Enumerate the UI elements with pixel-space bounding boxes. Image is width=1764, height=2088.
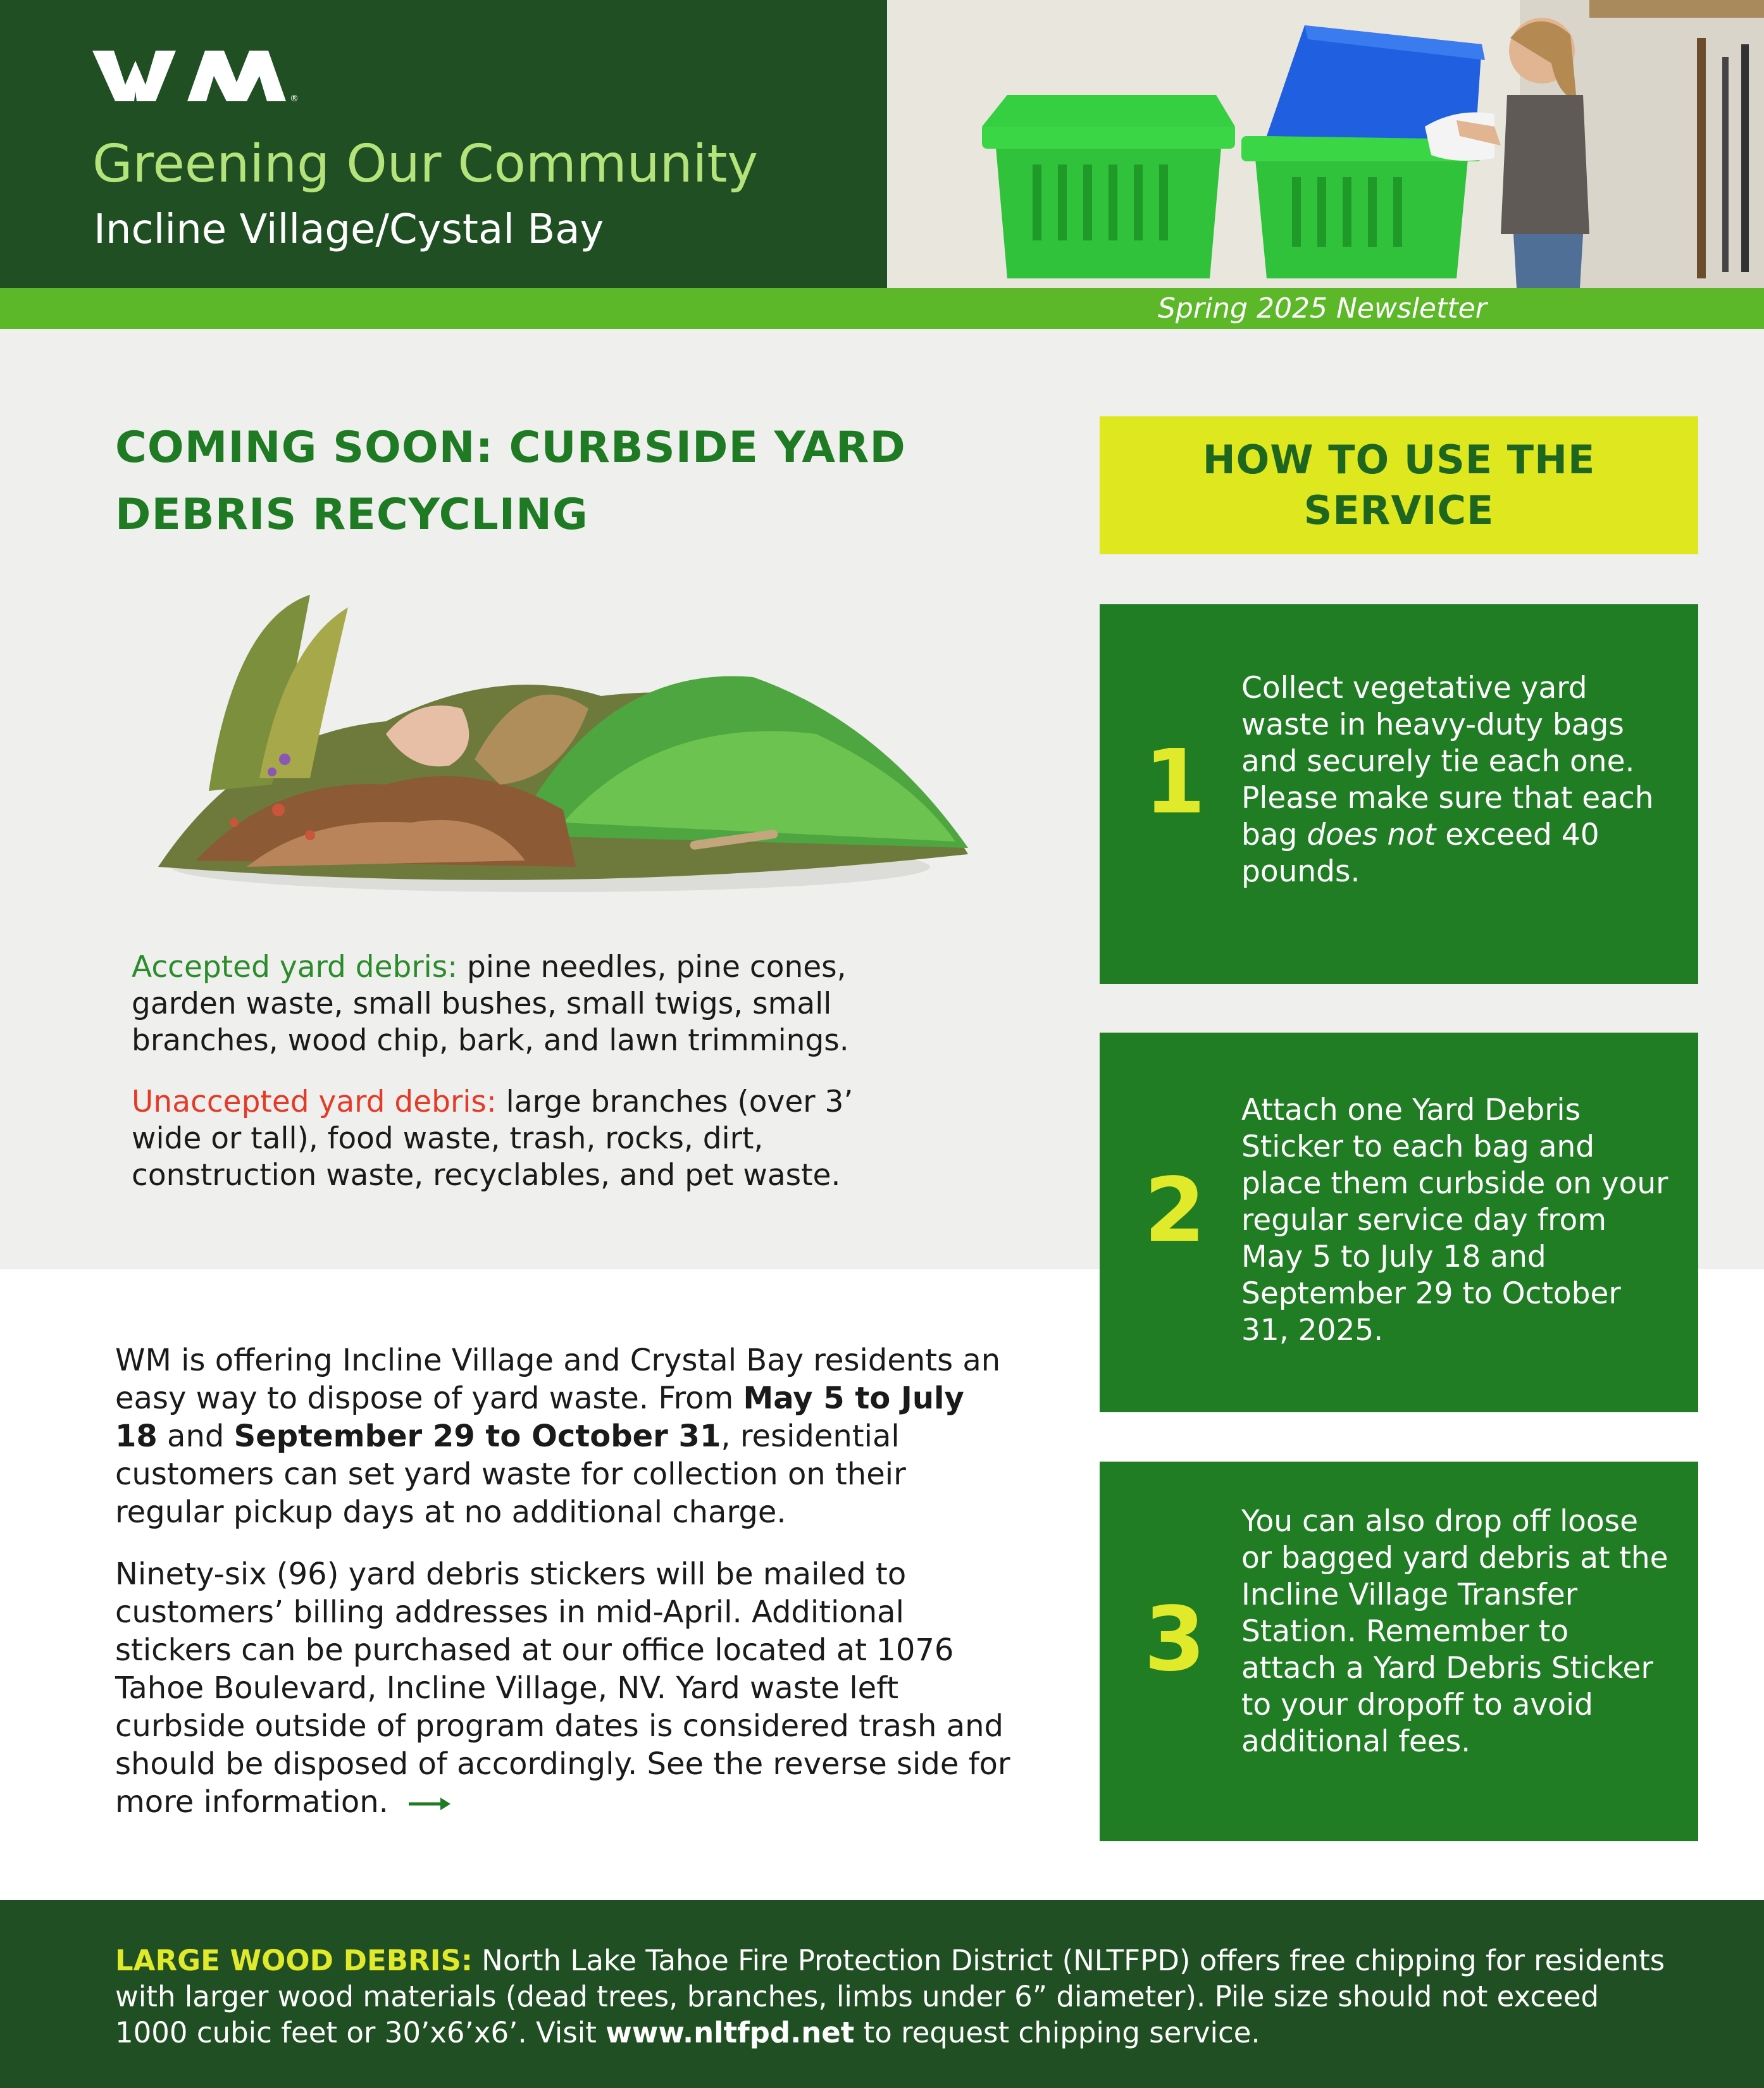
unaccepted-label: Unaccepted yard debris:	[132, 1084, 497, 1119]
intro-text-3: , residential customers can set yard waste for collection on their regular pickup days at no additional charge.	[115, 1419, 906, 1530]
step-text: You can also drop off loose or bagged yard debris at the Incline Village Transfer Station. Remember to attach a Yard Debris Sticker to your dropoff to avoid additional fees.	[1241, 1504, 1668, 1759]
newsletter-title: Greening Our Community	[92, 134, 759, 194]
accepted-debris-text	[132, 949, 929, 1059]
intro-paragraph	[115, 1341, 1014, 1531]
step-1-text-2: exceed 40 pounds.	[1241, 817, 1599, 889]
step-1-emphasis: does not	[1307, 817, 1436, 852]
intro-dates-2: September 29 to October 31	[233, 1419, 721, 1454]
newsletter-subtitle: Incline Village/Cystal Bay	[94, 206, 604, 253]
intro-dates-1: May 5 to July 18	[115, 1381, 964, 1454]
heading-line-1: COMING SOON: CURBSIDE YARD	[115, 423, 906, 473]
edition-label: Spring 2025 Newsletter	[1158, 292, 1487, 325]
arrow-right-icon	[407, 1796, 452, 1811]
step-3-card	[1100, 1462, 1698, 1841]
unaccepted-debris-text	[132, 1084, 929, 1194]
howto-header	[1100, 416, 1698, 554]
step-text: Attach one Yard Debris Sticker to each bag and place them curbside on your regular service day from May 5 to July 18 and September 29 to October 31, 2025.	[1241, 1093, 1668, 1348]
intro-text-2: and	[157, 1419, 234, 1454]
step-number: 1	[1144, 731, 1206, 834]
section-heading	[115, 414, 1001, 549]
nltfpd-link[interactable]: www.nltfpd.net	[606, 2016, 855, 2049]
heading-line-2: DEBRIS RECYCLING	[115, 490, 588, 540]
step-2-card	[1100, 1033, 1698, 1412]
step-number: 3	[1144, 1588, 1206, 1691]
step-1-text-1: Collect vegetative yard waste in heavy-duty bags and securely tie each one. Please make sure that each bag	[1241, 671, 1654, 852]
yard-debris-image	[120, 569, 981, 898]
header-photo	[887, 0, 1764, 288]
howto-title-line-2: SERVICE	[1303, 487, 1494, 533]
accepted-label: Accepted yard debris:	[132, 950, 458, 985]
svg-text:®: ®	[290, 94, 299, 103]
unaccepted-list: large branches (over 3’ wide or tall), food waste, trash, rocks, dirt, construction waste, recyclables, and pet waste.	[132, 1084, 854, 1193]
footer-label: LARGE WOOD DEBRIS:	[115, 1944, 473, 1977]
footer-text-2: to request chipping service.	[854, 2016, 1260, 2049]
intro-text-1: WM is offering Incline Village and Crystal Bay residents an easy way to dispose of yard waste. From	[115, 1343, 1001, 1416]
footer-text-1: North Lake Tahoe Fire Protection District (NLTFPD) offers free chipping for residents with larger wood materials (dead trees, branches, limbs under 6” diameter). Pile size should not exceed 1000 cubic feet or 30’x6’x6’. Visit	[115, 1944, 1665, 2049]
step-number: 2	[1144, 1159, 1206, 1262]
stickers-paragraph	[115, 1555, 1014, 1821]
stickers-text: Ninety-six (96) yard debris stickers will be mailed to customers’ billing addresses in mid-April. Additional stickers can be purchased at our office located at 1076 Tahoe Boulevard, Incline Village, NV. Yard waste left curbside outside of program dates is considered trash and should be disposed of accordingly. See the reverse side for more information.	[115, 1557, 1010, 1820]
accepted-list: pine needles, pine cones, garden waste, small bushes, small twigs, small branches, wood chip, bark, and lawn trimmings.	[132, 950, 849, 1058]
edition-bar	[0, 288, 1764, 329]
footer-text	[115, 1942, 1672, 2051]
step-1-card	[1100, 604, 1698, 984]
howto-title-line-1: HOW TO USE THE	[1202, 437, 1596, 483]
step-text	[1241, 670, 1672, 890]
wm-logo	[92, 49, 314, 103]
